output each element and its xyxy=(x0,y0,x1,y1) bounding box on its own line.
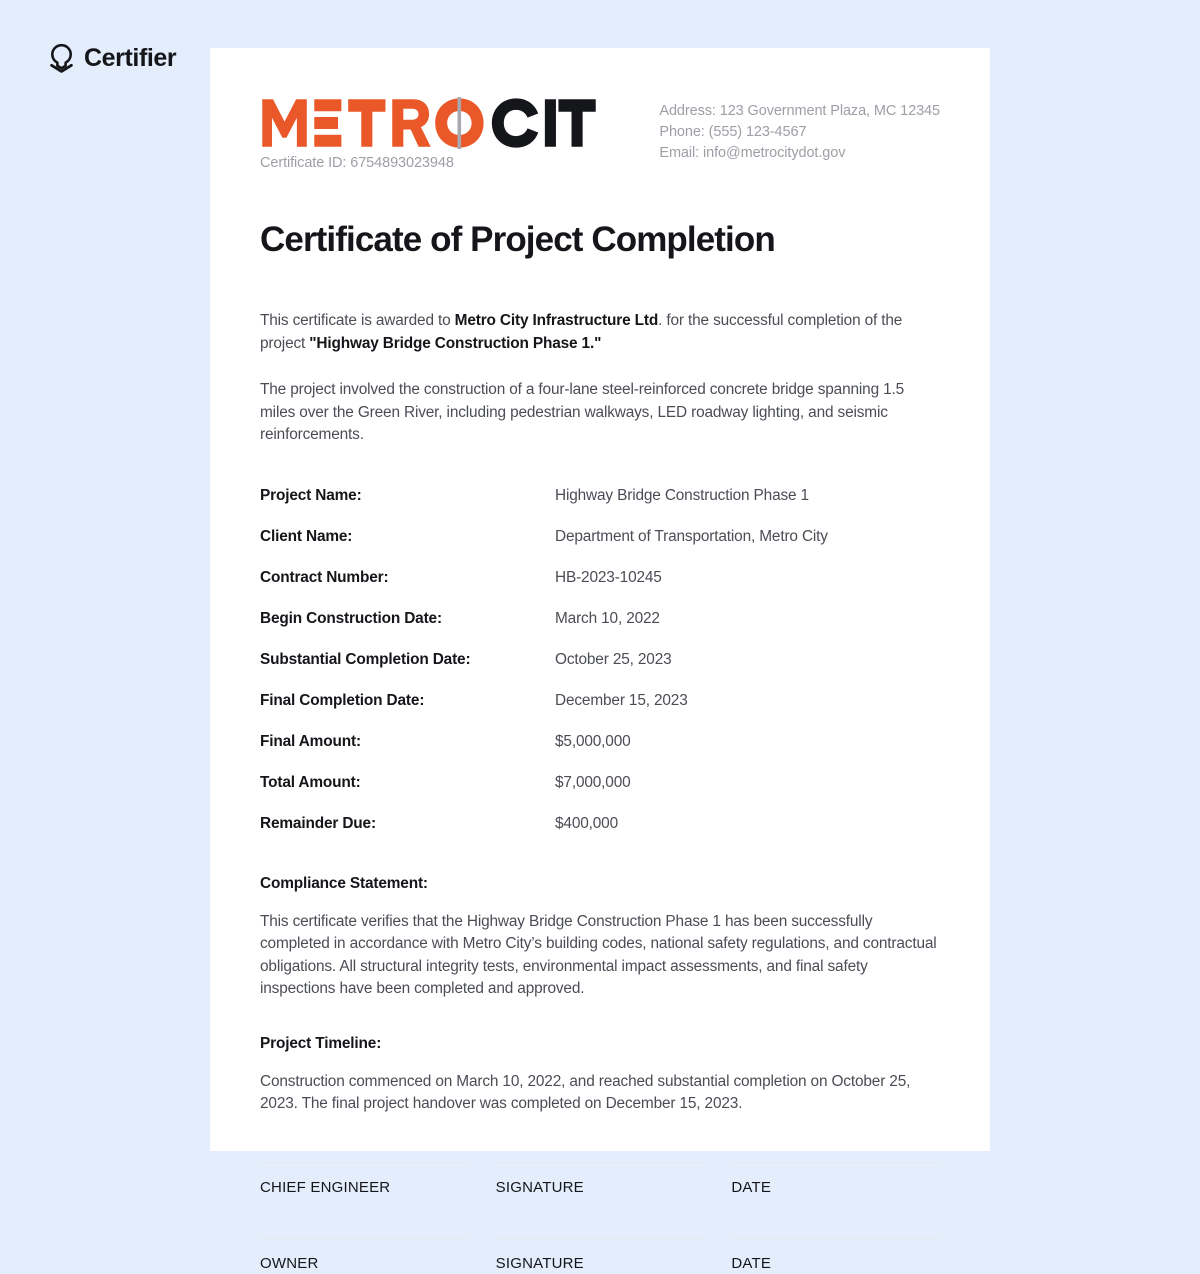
table-row xyxy=(260,732,940,773)
awarding-statement xyxy=(260,310,940,355)
signature-label: DATE xyxy=(731,1178,772,1196)
detail-value: $5,000,000 xyxy=(555,732,631,750)
timeline-body: Construction commenced on March 10, 2022, and reached substantial completion on October 25, 2023. The final project handover was completed on December 15, 2023. xyxy=(260,1072,911,1113)
certificate-header xyxy=(260,95,940,171)
issuer-logo-block xyxy=(260,95,599,171)
signature-field-signature[interactable] xyxy=(496,1238,705,1274)
detail-label: Final Completion Date: xyxy=(260,691,425,709)
metro-city-logo xyxy=(260,97,599,149)
signature-row-owner xyxy=(260,1238,940,1274)
awarding-statement-part1: This certificate is awarded to xyxy=(260,312,455,330)
table-row xyxy=(260,691,940,732)
compliance-body: This certificate verifies that the Highway Bridge Construction Phase 1 has been successfully completed in accordance with Metro City’s building codes, national safety regulations, and contractual obligations. All structural integrity tests, environmental impact assessments, and final safety inspections have been completed and approved. xyxy=(260,912,937,998)
detail-value: October 25, 2023 xyxy=(555,650,672,668)
project-details-table xyxy=(260,486,940,855)
table-row xyxy=(260,609,940,650)
detail-value: Department of Transportation, Metro City xyxy=(555,527,828,545)
detail-value: HB-2023-10245 xyxy=(555,568,662,586)
detail-label: Substantial Completion Date: xyxy=(260,650,471,668)
project-details-body xyxy=(260,486,940,855)
detail-label: Total Amount: xyxy=(260,773,361,791)
signature-field-role[interactable] xyxy=(260,1162,469,1198)
contact-address: Address: 123 Government Plaza, MC 12345 xyxy=(659,103,940,119)
issuer-contact-block xyxy=(659,95,940,164)
signature-area xyxy=(260,1162,940,1274)
signature-field-date[interactable] xyxy=(731,1238,940,1274)
compliance-section xyxy=(260,874,940,1001)
table-row xyxy=(260,773,940,814)
timeline-heading: Project Timeline: xyxy=(260,1034,382,1052)
detail-label: Remainder Due: xyxy=(260,814,376,832)
signature-row-chief-engineer xyxy=(260,1162,940,1198)
detail-label: Project Name: xyxy=(260,486,362,504)
compliance-heading: Compliance Statement: xyxy=(260,874,428,892)
shield-chevron-icon xyxy=(48,43,75,74)
awardee-name: Metro City Infrastructure Ltd xyxy=(454,312,659,330)
signature-label: SIGNATURE xyxy=(495,1254,584,1272)
contact-phone: Phone: (555) 123-4567 xyxy=(659,124,807,140)
detail-value: December 15, 2023 xyxy=(555,691,688,709)
detail-value: $400,000 xyxy=(555,814,618,832)
certifier-brand-name: Certifier xyxy=(84,43,177,72)
table-row xyxy=(260,486,940,527)
detail-label: Final Amount: xyxy=(260,732,361,750)
certifier-brand xyxy=(48,40,176,76)
awarded-project-name: "Highway Bridge Construction Phase 1." xyxy=(309,334,602,352)
certificate-id: Certificate ID: 6754893023948 xyxy=(260,155,454,171)
page-title: Certificate of Project Completion xyxy=(260,220,775,259)
awarding-statement-part2: . for the successful completion of the project xyxy=(260,312,903,352)
signature-label: SIGNATURE xyxy=(495,1178,584,1196)
project-description: The project involved the construction of a four-lane steel-reinforced concrete bridge spanning 1.5 miles over the Green River, including pedestrian walkways, LED roadway lighting, and seismic reinforcements. xyxy=(260,381,905,444)
detail-label: Begin Construction Date: xyxy=(260,609,442,627)
detail-value: $7,000,000 xyxy=(555,773,631,791)
signature-field-signature[interactable] xyxy=(496,1162,705,1198)
signature-label: DATE xyxy=(731,1254,772,1272)
signature-field-role[interactable] xyxy=(260,1238,469,1274)
table-row xyxy=(260,527,940,568)
detail-value: Highway Bridge Construction Phase 1 xyxy=(555,486,809,504)
table-row xyxy=(260,814,940,855)
contact-email: Email: info@metrocitydot.gov xyxy=(659,145,846,161)
certificate-card xyxy=(210,48,990,1272)
table-row xyxy=(260,568,940,609)
signature-label: CHIEF ENGINEER xyxy=(260,1178,391,1196)
signature-label: OWNER xyxy=(260,1254,319,1272)
table-row xyxy=(260,650,940,691)
detail-label: Contract Number: xyxy=(260,568,389,586)
detail-value: March 10, 2022 xyxy=(555,609,660,627)
timeline-section xyxy=(260,1034,940,1116)
signature-field-date[interactable] xyxy=(731,1162,940,1198)
detail-label: Client Name: xyxy=(260,527,353,545)
